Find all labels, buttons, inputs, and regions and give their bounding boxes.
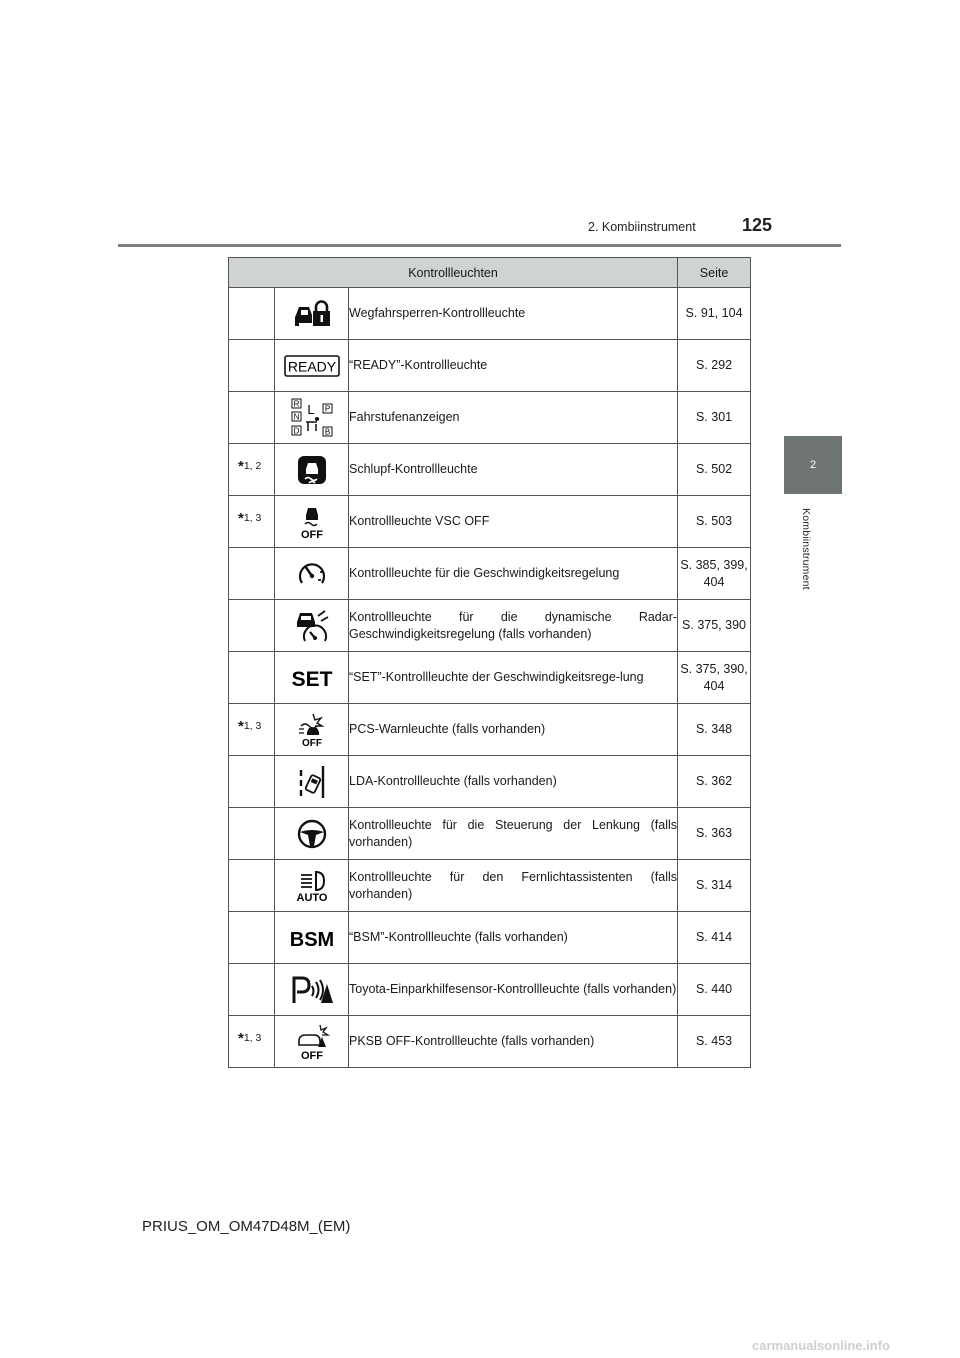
- row-icon-cell: [275, 548, 349, 600]
- svg-text:P: P: [324, 404, 330, 413]
- row-description: Wegfahrsperren-Kontrollleuchte: [349, 288, 678, 340]
- table-row: [229, 496, 751, 548]
- page-number: 125: [742, 215, 773, 235]
- row-page-ref: S. 453: [678, 1016, 751, 1068]
- svg-text:R: R: [293, 399, 299, 408]
- lda-icon: [296, 764, 328, 800]
- table-row: [229, 704, 751, 756]
- row-description: “SET”-Kontrollleuchte der Geschwindigkeitsrege-lung: [349, 652, 678, 704]
- row-description: LDA-Kontrollleuchte (falls vorhanden): [349, 756, 678, 808]
- row-icon-cell: [275, 860, 349, 912]
- row-mark: [229, 860, 275, 912]
- row-page-ref: S. 314: [678, 860, 751, 912]
- row-page-ref: S. 375, 390: [678, 600, 751, 652]
- table-header-row: [229, 258, 751, 288]
- row-page-ref: S. 363: [678, 808, 751, 860]
- table-row: [229, 548, 751, 600]
- svg-text:READY: READY: [287, 358, 336, 374]
- table-row: [229, 444, 751, 496]
- row-mark: *1, 3: [229, 496, 275, 548]
- row-mark: [229, 808, 275, 860]
- table-row: [229, 652, 751, 704]
- table-row: [229, 860, 751, 912]
- table-row: [229, 808, 751, 860]
- svg-text:N: N: [293, 412, 299, 421]
- parking-sensor-icon: [290, 974, 334, 1006]
- row-page-ref: S. 375, 390, 404: [678, 652, 751, 704]
- shift-position-icon: [290, 398, 334, 438]
- row-icon-cell: [275, 1016, 349, 1068]
- row-mark: *1, 3: [229, 1016, 275, 1068]
- table-row: [229, 340, 751, 392]
- slip-indicator-icon: [297, 455, 327, 485]
- svg-text:OFF: OFF: [300, 1049, 323, 1061]
- row-mark: [229, 652, 275, 704]
- svg-text:OFF: OFF: [301, 737, 322, 748]
- row-icon-cell: [275, 496, 349, 548]
- indicator-table: [228, 257, 751, 1068]
- row-mark: [229, 964, 275, 1016]
- row-page-ref: S. 348: [678, 704, 751, 756]
- svg-text:AUTO: AUTO: [296, 891, 327, 903]
- row-page-ref: S. 362: [678, 756, 751, 808]
- column-header-page: Seite: [678, 258, 751, 288]
- row-description: Kontrollleuchte für die Geschwindigkeitsregelung: [349, 548, 678, 600]
- row-page-ref: S. 301: [678, 392, 751, 444]
- auto-high-beam-icon: [293, 869, 331, 903]
- header-rule: [118, 244, 841, 247]
- row-page-ref: S. 440: [678, 964, 751, 1016]
- immobilizer-car-lock-icon: [292, 299, 332, 329]
- watermark: carmanualsonline.info: [752, 1338, 890, 1353]
- row-icon-cell: [275, 444, 349, 496]
- row-mark: [229, 548, 275, 600]
- row-mark: [229, 756, 275, 808]
- ready-icon: [284, 355, 340, 377]
- chapter-tab-label: Kombiinstrument: [800, 508, 812, 590]
- table-row: [229, 392, 751, 444]
- row-description: “READY”-Kontrollleuchte: [349, 340, 678, 392]
- table-row: [229, 756, 751, 808]
- steering-control-icon: [296, 818, 328, 850]
- svg-text:OFF: OFF: [300, 528, 323, 540]
- chapter-tab[interactable]: [784, 436, 842, 494]
- row-mark: [229, 600, 275, 652]
- row-icon-cell: [275, 600, 349, 652]
- set-icon: [290, 667, 334, 689]
- row-description: Fahrstufenanzeigen: [349, 392, 678, 444]
- section-title: 2. Kombiinstrument: [588, 220, 696, 234]
- row-description: Kontrollleuchte für den Fernlichtassistenten (falls vorhanden): [349, 860, 678, 912]
- row-page-ref: S. 503: [678, 496, 751, 548]
- svg-text:BSM: BSM: [289, 928, 334, 950]
- row-icon-cell: [275, 808, 349, 860]
- row-icon-cell: [275, 392, 349, 444]
- pksb-off-icon: [294, 1023, 330, 1061]
- radar-cruise-control-icon: [292, 608, 332, 644]
- row-mark: [229, 340, 275, 392]
- row-mark: *1, 2: [229, 444, 275, 496]
- row-mark: [229, 392, 275, 444]
- row-icon-cell: [275, 704, 349, 756]
- row-mark: *1, 3: [229, 704, 275, 756]
- row-icon-cell: [275, 964, 349, 1016]
- bsm-icon: [287, 926, 337, 950]
- table-row: [229, 964, 751, 1016]
- row-description: PKSB OFF-Kontrollleuchte (falls vorhanden): [349, 1016, 678, 1068]
- row-description: PCS-Warnleuchte (falls vorhanden): [349, 704, 678, 756]
- row-description: Kontrollleuchte VSC OFF: [349, 496, 678, 548]
- table-row: [229, 912, 751, 964]
- row-icon-cell: [275, 912, 349, 964]
- row-page-ref: S. 91, 104: [678, 288, 751, 340]
- row-icon-cell: [275, 288, 349, 340]
- row-mark: [229, 912, 275, 964]
- svg-text:D: D: [293, 426, 299, 435]
- cruise-control-icon: [296, 559, 328, 589]
- row-icon-cell: [275, 340, 349, 392]
- row-mark: [229, 288, 275, 340]
- table-row: [229, 1016, 751, 1068]
- table-row: [229, 600, 751, 652]
- row-description: Schlupf-Kontrollleuchte: [349, 444, 678, 496]
- row-icon-cell: [275, 756, 349, 808]
- svg-text:L: L: [306, 401, 315, 417]
- row-page-ref: S. 292: [678, 340, 751, 392]
- chapter-tab-number: 2: [809, 459, 817, 471]
- row-description: “BSM”-Kontrollleuchte (falls vorhanden): [349, 912, 678, 964]
- table-row: [229, 288, 751, 340]
- row-description: Kontrollleuchte für die Steuerung der Lenkung (falls vorhanden): [349, 808, 678, 860]
- row-page-ref: S. 385, 399, 404: [678, 548, 751, 600]
- row-page-ref: S. 502: [678, 444, 751, 496]
- document-code: PRIUS_OM_OM47D48M_(EM): [142, 1218, 351, 1235]
- svg-text:B: B: [324, 427, 330, 436]
- pcs-warning-icon: [295, 712, 329, 748]
- row-description: Toyota-Einparkhilfesensor-Kontrollleuchte (falls vorhanden): [349, 964, 678, 1016]
- svg-text:SET: SET: [291, 667, 332, 689]
- vsc-off-icon: [295, 504, 329, 540]
- row-description: Kontrollleuchte für die dynamische Radar-Geschwindigkeitsregelung (falls vorhanden): [349, 600, 678, 652]
- row-icon-cell: [275, 652, 349, 704]
- row-page-ref: S. 414: [678, 912, 751, 964]
- column-header-lamps: Kontrollleuchten: [229, 258, 678, 288]
